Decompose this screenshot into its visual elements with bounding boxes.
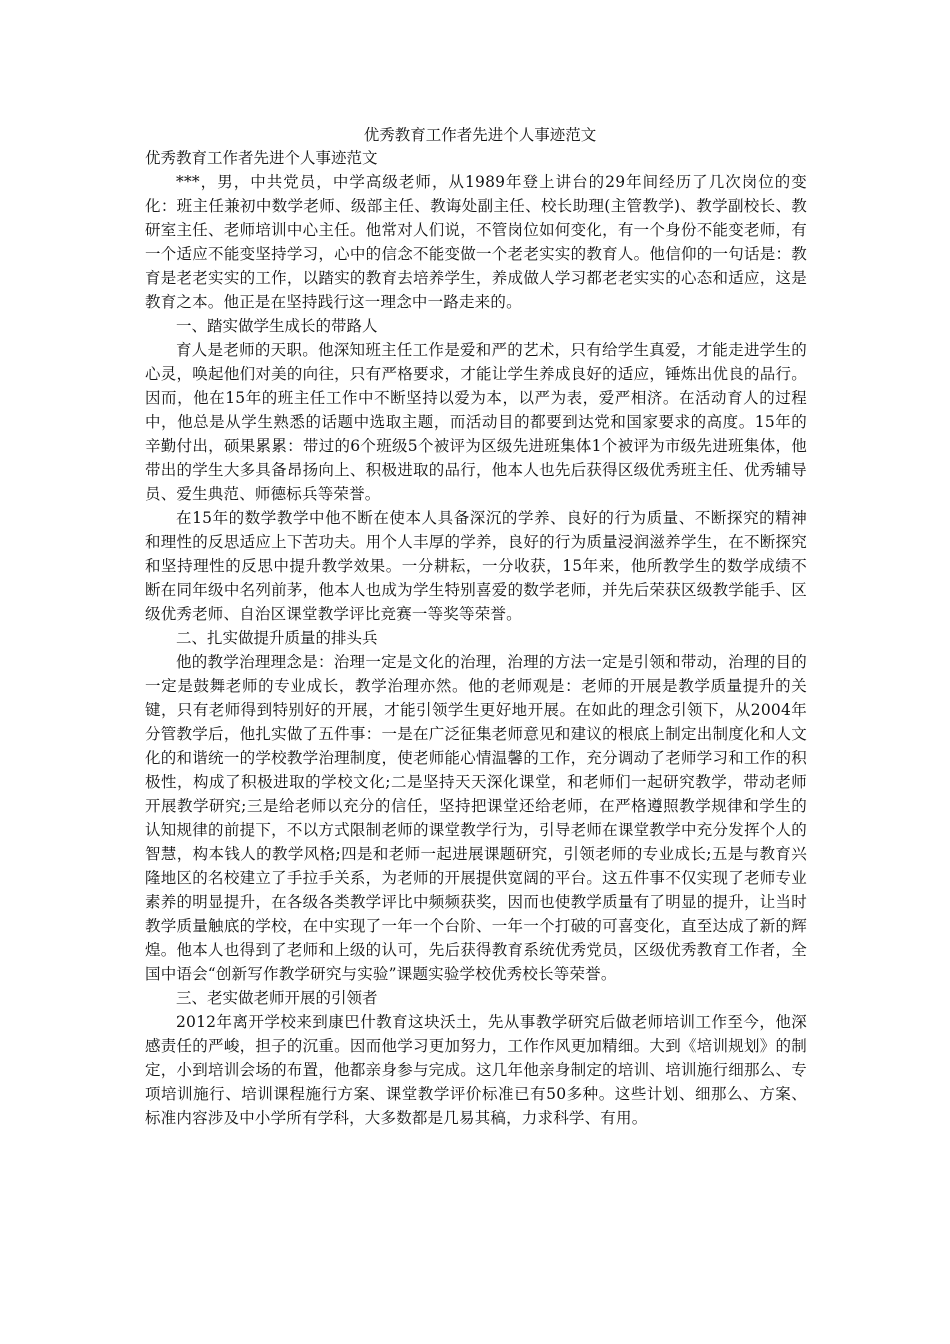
section-heading-3: 三、老实做老师开展的引领者 (176, 989, 378, 1007)
intro-paragraph: ***，男，中共党员，中学高级老师，从1989年登上讲台的29年间经历了几次岗位的变化：班主任兼初中数学老师、级部主任、教诲处副主任、校长助理(主管教学)、教学副校长、教研室主任、老师培训中心主任。他常对人们说，不管岗位如何变化，有一个身份不能变老师，有一个适应不能变坚持学习，心中的信念不能变做一个老老实实的教育人。他信仰的一句话是：教育是老老实实的工作，以踏实的教育去培养学生，养成做人学习都老老实实的心态和适应，这是教育之本。他正是在坚持践行这一理念中一路走来的。 (145, 173, 807, 311)
section-1-paragraph-2: 在15年的数学教学中他不断在使本人具备深沉的学养、良好的行为质量、不断探究的精神和理性的反思适应上下苦功夫。用个人丰厚的学养，良好的行为质量浸润滋养学生，在不断探究和坚持理性的反思中提升教学效果。一分耕耘，一分收获，15年来，他所教学生的数学成绩不断在同年级中名列前茅，他本人也成为学生特别喜爱的数学老师，并先后荣获区级教学能手、区级优秀老师、自治区课堂教学评比竞赛一等奖等荣誉。 (145, 509, 807, 623)
section-3-paragraph-1: 2012年离开学校来到康巴什教育这块沃土，先从事教学研究后做老师培训工作至今，他深感责任的严峻，担子的沉重。因而他学习更加努力，工作作风更加精细。大到《培训规划》的制定，小到培训会场的布置，他都亲身参与完成。这几年他亲身制定的培训、培训施行细那么、专项培训施行、培训课程施行方案、课堂教学评价标准已有50多种。这些计划、细那么、方案、标准内容涉及中小学所有学科，大多数都是几易其稿，力求科学、有用。 (145, 1013, 807, 1127)
document-page (145, 123, 807, 1130)
section-heading-2: 二、扎实做提升质量的排头兵 (176, 629, 378, 647)
document-subtitle: 优秀教育工作者先进个人事迹范文 (145, 149, 378, 167)
section-heading-1: 一、踏实做学生成长的带路人 (176, 317, 378, 335)
document-title: 优秀教育工作者先进个人事迹范文 (363, 126, 597, 144)
section-1-paragraph-1: 育人是老师的天职。他深知班主任工作是爱和严的艺术，只有给学生真爱，才能走进学生的心灵，唤起他们对美的向往，只有严格要求，才能让学生养成良好的适应，锤炼出优良的品行。因而，他在15年的班主任工作中不断坚持以爱为本，以严为表，爱严相济。在活动育人的过程中，他总是从学生熟悉的话题中选取主题，而活动目的都要到达党和国家要求的高度。15年的辛勤付出，硕果累累：带过的6个班级5个被评为区级先进班集体1个被评为市级先进班集体，他带出的学生大多具备昂扬向上、积极进取的品行，他本人也先后获得区级优秀班主任、优秀辅导员、爱生典范、师德标兵等荣誉。 (145, 341, 807, 503)
section-2-paragraph-1: 他的教学治理理念是：治理一定是文化的治理，治理的方法一定是引领和带动，治理的目的一定是鼓舞老师的专业成长，教学治理亦然。他的老师观是：老师的开展是教学质量提升的关键，只有老师得到特别好的开展，才能引领学生更好地开展。在如此的理念引领下，从2004年分管教学后，他扎实做了五件事：一是在广泛征集老师意见和建议的根底上制定出制度化和人文化的和谐统一的学校教学治理制度，使老师能心情温馨的工作，充分调动了老师学习和工作的积极性，构成了积极进取的学校文化;二是坚持天天深化课堂，和老师们一起研究教学，带动老师开展教学研究;三是给老师以充分的信任，坚持把课堂还给老师，在严格遵照教学规律和学生的认知规律的前提下，不以方式限制老师的课堂教学行为，引导老师在课堂教学中充分发挥个人的智慧，构本钱人的教学风格;四是和老师一起进展课题研究，引领老师的专业成长;五是与教育兴隆地区的名校建立了手拉手关系，为老师的开展提供宽阔的平台。这五件事不仅实现了老师专业素养的明显提升，在各级各类教学评比中频频获奖，因而也使教学质量有了明显的提升，让当时教学质量触底的学校，在中实现了一年一个台阶、一年一个打破的可喜变化，直至达成了新的辉煌。他本人也得到了老师和上级的认可，先后获得教育系统优秀党员，区级优秀教育工作者，全国中语会“创新写作教学研究与实验”课题实验学校优秀校长等荣誉。 (145, 653, 807, 983)
